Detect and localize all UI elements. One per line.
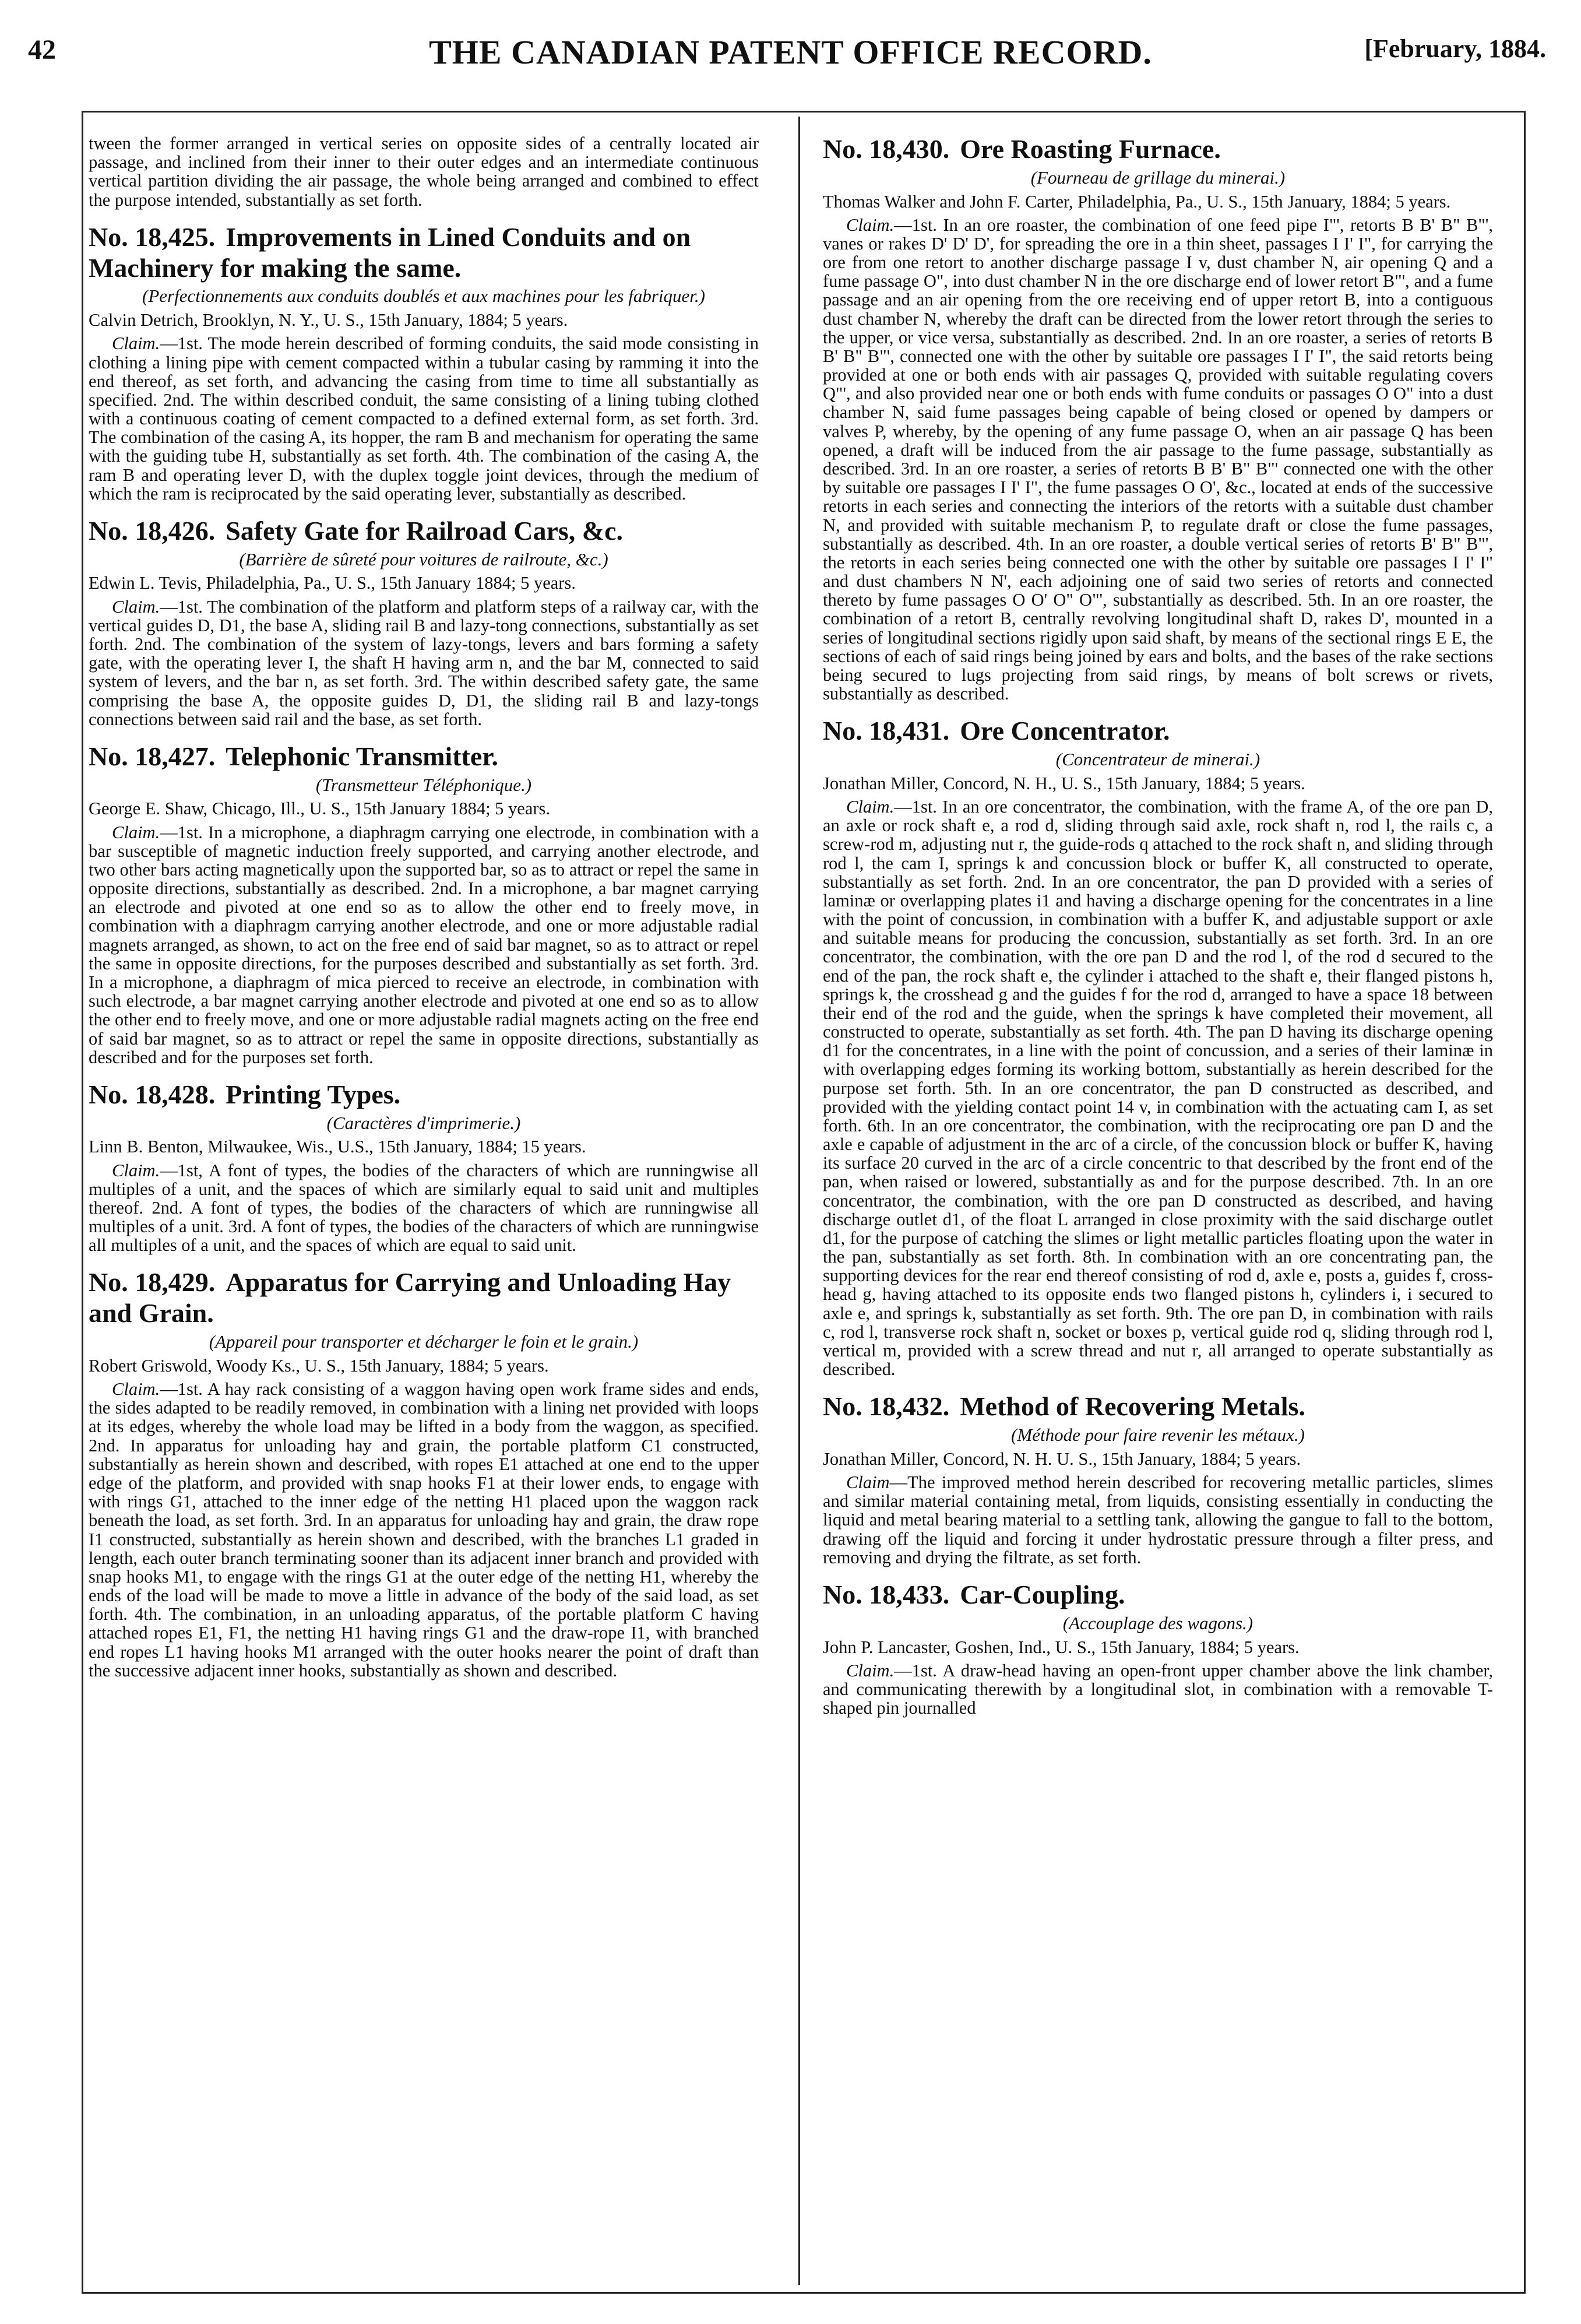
claim-text: —1st. In a microphone, a diaphragm carrying one electrode, in combination with a bar susceptible of magnetic induction freely supported, and carrying another electrode, and two other bars acting magnetically upon the supported bar, so as to attract or repel the same in opposite directions, substantially as described. 2nd. In a microphone, a bar magnet carrying an electrode and pivoted at one end so as to allow the other end to freely move, in combination with a diaphragm carrying another electrode, and one or more adjustable radial magnets arranged, as shown, to act on the free end of said bar magnet, so as to attract or repel the same in opposite directions, for the purposes described and substantially as set forth. 3rd. In a microphone, a diaphragm of mica pierced to receive an electrode, in combination with such electrode, a bar magnet carrying another electrode and pivoted at one end so as to allow the other end to freely move, and one or more adjustable radial magnets acting on the free end of said bar magnet, so as to attract or repel the same in opposite directions, substantially as described and for the purposes set forth. — [89, 822, 759, 1067]
patent-title-text: Method of Recovering Metals. — [960, 1391, 1305, 1422]
patent-title-text: Ore Roasting Furnace. — [960, 134, 1221, 164]
patent-title-text: Improvements in Lined Conduits and on Machinery for making the same. — [89, 221, 691, 283]
claim-text: —The improved method herein described for recovering metallic particles, slimes and similar material containing metal, from liquids, consisting essentially in conducting the liquid and metal bearing material to a settling tank, allowing the gangue to fall to the bottom, drawing off the liquid and forcing it under hydrostatic pressure through a filter press, and removing and drying the filtrate, as set forth. — [823, 1472, 1493, 1567]
patent-claim — [89, 1380, 759, 1680]
patent-title — [823, 1391, 1493, 1422]
patent-title — [823, 716, 1493, 747]
patent-title — [89, 222, 759, 284]
claim-text: —1st. A draw-head having an open-front upper chamber above the link chamber, and communicating therewith by a longitudinal slot, in combination with a removable T-shaped pin journalled — [823, 1660, 1493, 1718]
patent-entry-18426 — [89, 516, 759, 729]
claim-text: —1st. In an ore roaster, the combination of one feed pipe I"', retorts B B' B" B"', vanes or rakes D' D' D', for spreading the ore in a thin sheet, passages I I' I", for carrying the ore from one retort to another discharge passage I v, dust chamber N, air opening Q and a fume passage O", into dust chamber N in the ore discharge end of lower retort B"', and a fume passage and an air opening from the ore receiving end of upper retort B, into a contiguous dust chamber N, whereby the draft can be directed from the lower retort through the series to the upper, or vice versa, substantially as described. 2nd. In an ore roaster, a series of retorts B B' B" B"', connected one with the other by suitable ore passages I I' I", the said retorts being provided at one or both ends with air passages Q, provided with suitable regulating covers Q"', and also provided near one or both ends with fume conduits or passages O O" into a dust chamber N, said fume passages being capable of being closed or opened by dampers or valves P, whereby, by the opening of any fume passage O, when an air passage Q has been opened, a draft will be induced from the air passage to the fume passage, substantially as described. 3rd. In an ore roaster, a series of retorts B B' B" B"' connected one with the other by suitable ore passages I I' I", the fume passages O O', &c., located at ends of the successive retorts in each series and connecting the interiors of the retorts with a suitable dust chamber N, and provided with suitable mechanism P, to regulate draft or close the fume passages, substantially as described. 4th. In an ore roaster, a double vertical series of retorts B' B" B"', the retorts in each series being connected one with the other by suitable ore passages I I' I" and dust chambers N N', each adjoining one of said two series of retorts and connected thereto by fume passages O O' O" O"', substantially as described. 5th. In an ore roaster, the combination of a retort B, centrally revolving longitudinal shaft D, rakes D', mounted in a series of longitudinal sections rigidly upon said shaft, by means of the sectional rings E E, the sections of each of said rings being joined by ears and bolts, and the bases of the rake sections being secured to lugs projecting from said rings, by means of bolt screws or rivets, substantially as described. — [823, 215, 1493, 704]
patent-french-title: (Fourneau de grillage du minerai.) — [1030, 167, 1286, 188]
page-header — [0, 0, 1581, 76]
patent-french-title: (Appareil pour transporter et décharger le foin et le grain.) — [209, 1331, 639, 1352]
patent-number: No. 18,428. — [89, 1079, 216, 1109]
patent-title-text: Apparatus for Carrying and Unloading Hay and Grain. — [89, 1267, 731, 1328]
patent-claim — [823, 1661, 1493, 1718]
patent-inventor: Jonathan Miller, Concord, N. H. U. S., 15th January, 1884; 5 years. — [823, 1448, 1301, 1469]
claim-label: Claim. — [112, 1379, 160, 1400]
claim-text: —1st. The mode herein described of forming conduits, the said mode consisting in clothing a lining pipe with cement compacted within a tubular casing by ramming it into the end thereof, as set forth, and advancing the casing from time to time all substantially as specified. 2nd. The within described conduit, the same consisting of a lining tubing clothed with a continuous coating of cement compacted to a defined external form, as set forth. 3rd. The combination of the casing A, its hopper, the ram B and mechanism for operating the same with the guiding tube H, substantially as set forth. 4th. The combination of the casing A, the ram B and operating lever D, with the duplex toggle joint devices, through the medium of which the ram is reciprocated by the said operating lever, substantially as described. — [89, 333, 759, 504]
left-column — [89, 134, 759, 2279]
patent-claim — [823, 797, 1493, 1379]
patent-number: No. 18,431. — [823, 716, 950, 746]
patent-french-title: (Perfectionnements aux conduits doublés et aux machines pour les fabriquer.) — [142, 286, 705, 307]
claim-label: Claim. — [112, 822, 160, 842]
patent-title-text: Ore Concentrator. — [960, 716, 1170, 746]
issue-date: [February, 1884. — [1364, 34, 1546, 63]
claim-label: Claim. — [846, 1660, 895, 1680]
patent-title — [89, 516, 759, 547]
patent-title — [823, 134, 1493, 165]
patent-inventor: Thomas Walker and John F. Carter, Philadelphia, Pa., U. S., 15th January, 1884; 5 years. — [823, 191, 1451, 212]
patent-title-text: Telephonic Transmitter. — [226, 741, 498, 771]
patent-claim — [823, 1473, 1493, 1567]
page-number: 42 — [28, 34, 56, 65]
patent-inventor: Linn B. Benton, Milwaukee, Wis., U.S., 15th January, 1884; 15 years. — [89, 1137, 586, 1157]
right-column — [823, 134, 1493, 2279]
patent-title — [89, 1080, 759, 1110]
patent-claim — [89, 334, 759, 503]
patent-inventor: Edwin L. Tevis, Philadelphia, Pa., U. S., 15th January 1884; 5 years. — [89, 573, 576, 593]
patent-french-title: (Transmetteur Téléphonique.) — [315, 774, 532, 795]
claim-label: Claim. — [846, 797, 895, 817]
patent-french-title: (Barrière de sûreté pour voitures de railroute, &c.) — [239, 549, 608, 569]
claim-text: —1st. A hay rack consisting of a waggon having open work frame sides and ends, the sides adapted to be readily removed, in combination with a lining net provided with loops at its edges, whereby the whole load may be lifted in a body from the waggon, as specified. 2nd. In apparatus for unloading hay and grain, the portable platform C1 constructed, substantially as herein shown and described, with ropes E1 attached at one end to the upper edge of the platform, and provided with snap hooks F1 at their lower ends, to engage with with rings G1, attached to the inner edge of the netting H1 placed upon the waggon rack beneath the load, as set forth. 3rd. In an apparatus for unloading hay and grain, the draw rope I1 constructed, substantially as herein shown and described, with the branches L1 graded in length, each outer branch terminating sooner than its adjacent inner branch and provided with snap hooks M1, to engage with the rings G1 at the outer edge of the netting H1, whereby the ends of the load will be made to move a little in advance of the body of the said load, as set forth. 4th. The combination, in an unloading apparatus, of the portable platform C having attached ropes E1, F1, the netting H1 having rings G1 and the draw-rope I1, with branched end ropes L1 having hooks M1 arranged with the outer hooks nearer the point of draft than the successive adjacent inner hooks, substantially as shown and described. — [89, 1379, 759, 1680]
patent-title-text: Printing Types. — [226, 1079, 401, 1109]
patent-entry-18428 — [89, 1080, 759, 1255]
claim-label: Claim. — [112, 333, 160, 354]
patent-number: No. 18,429. — [89, 1267, 216, 1298]
patent-inventor: John P. Lancaster, Goshen, Ind., U. S., 15th January, 1884; 5 years. — [823, 1637, 1300, 1657]
patent-claim — [89, 1161, 759, 1255]
patent-entry-18433 — [823, 1580, 1493, 1717]
claim-label: Claim — [846, 1472, 890, 1493]
patent-claim — [823, 216, 1493, 703]
patent-inventor: Robert Griswold, Woody Ks., U. S., 15th January, 1884; 5 years. — [89, 1355, 549, 1376]
claim-label: Claim. — [112, 596, 160, 617]
patent-title — [89, 741, 759, 772]
patent-inventor: Calvin Detrich, Brooklyn, N. Y., U. S., 15th January, 1884; 5 years. — [89, 310, 568, 331]
patent-french-title: (Accouplage des wagons.) — [1062, 1612, 1253, 1633]
patent-title-text: Safety Gate for Railroad Cars, &c. — [226, 515, 624, 546]
patent-entry-18427 — [89, 741, 759, 1067]
patent-number: No. 18,430. — [823, 134, 950, 164]
continuation-text: tween the former arranged in vertical series on opposite sides of a centrally located air passage, and inclined from their inner to their outer edges and an intermediate continuous vertical partition dividing the air passage, the whole being arranged and combined to effect the purpose intended, substantially as set forth. — [89, 134, 759, 210]
patent-entry-18430 — [823, 134, 1493, 703]
patent-entry-18432 — [823, 1391, 1493, 1567]
patent-number: No. 18,427. — [89, 741, 216, 771]
patent-number: No. 18,432. — [823, 1391, 950, 1422]
claim-label: Claim. — [112, 1160, 160, 1180]
patent-number: No. 18,426. — [89, 515, 216, 546]
patent-claim — [89, 823, 759, 1067]
patent-title — [89, 1267, 759, 1329]
claim-text: —1st. The combination of the platform and platform steps of a railway car, with the vertical guides D, D1, the base A, sliding rail B and lazy-tong connections, substantially as set forth. 2nd. The combination of the system of lazy-tongs, levers and bars forming a safety gate, with the operating lever I, the shaft H having arm n, and the bar M, connected to said system of levers, and the bar n, as set forth. 3rd. The within described safety gate, the same comprising the base A, the opposite guides D, D1, the sliding rail B and lazy-tongs connections between said rail and the base, as set forth. — [89, 596, 759, 729]
claim-label: Claim. — [846, 215, 895, 235]
patent-entry-18425 — [89, 222, 759, 503]
patent-claim — [89, 597, 759, 729]
column-divider — [798, 117, 800, 2285]
patent-french-title: (Concentrateur de minerai.) — [1055, 749, 1260, 770]
patent-title — [823, 1580, 1493, 1611]
patent-inventor: George E. Shaw, Chicago, Ill., U. S., 15th January 1884; 5 years. — [89, 799, 551, 819]
patent-french-title: (Méthode pour faire revenir les métaux.) — [1011, 1425, 1305, 1446]
journal-title: THE CANADIAN PATENT OFFICE RECORD. — [429, 33, 1152, 71]
patent-entry-18429 — [89, 1267, 759, 1679]
patent-number: No. 18,425. — [89, 221, 216, 252]
claim-text: —1st, A font of types, the bodies of the characters of which are runningwise all multiples of a unit, and the spaces of which are similarly equal to said unit and multiples thereof. 2nd. A font of types, the bodies of the characters of which are runningwise all multiples of a unit. 3rd. A font of types, the bodies of the characters of which are runningwise all multiples of a unit, and the spaces of which are equal to said unit. — [89, 1160, 759, 1256]
patent-french-title: (Caractères d'imprimerie.) — [326, 1112, 521, 1133]
patent-title-text: Car-Coupling. — [960, 1579, 1125, 1609]
claim-text: —1st. In an ore concentrator, the combination, with the frame A, of the ore pan D, an axle or rock shaft e, a rod d, sliding through said axle, rock shaft n, rod l, the rails c, a screw-rod m, adjusting nut r, the guide-rods q attached to the rock shaft n, and sliding through rod l, the cam I, springs k and concussion block or buffer K, all constructed to operate, substantially as set forth. 2nd. In an ore concentrator, the pan D provided with a series of laminæ or overlapping plates i1 and having a discharge opening for the concentrates in a line with the point of concussion, in combination with a buffer K, and adjustable support or axle and suitable means for producing the concussion, substantially as set forth. 3rd. In an ore concentrator, the combination, with the ore pan D and the rod l, of the rod d secured to the end of the pan, the rock shaft e, the cylinder i attached to the shaft e, their flanged pistons h, springs k, the crosshead g and the guides f for the rod d, arranged to have a space 18 between their end of the rod and the guide, when the springs k have completed their movement, all constructed to operate, substantially as set forth. 4th. The pan D having its discharge opening d1 for the concentrates, in a line with the point of concussion, and a series of their laminæ in with overlapping edges forming its working bottom, substantially as herein described for the purpose set forth. 5th. In an ore concentrator, the pan D constructed as described, and provided with the yielding contact point 14 v, in combination with the actuating cam I, as set forth. 6th. In an ore concentrator, the combination, with the reciprocating ore pan D and the axle e capable of adjustment in the arc of a circle, of the concussion block or buffer K, having its surface 20 curved in the arc of a circle concentric to that described by the front end of the pan, when raised or lowered, substantially as and for the purpose described. 7th. In an ore concentrator, the combination, with the ore pan D constructed as described, and having discharge outlet d1, of the float L arranged in close proximity with the said discharge outlet d1, for the purpose of catching the slimes or light metallic particles floating upon the water in the pan, substantially as set forth. 8th. In combination with an ore concentrating pan, the supporting devices for the rear end thereof consisting of rod d, axle e, posts a, guides f, cross-head g, having attached to its opposite ends two flanged pistons h, cylinders i, i secured to axle e, and springs k, substantially as set forth. 9th. The ore pan D, in combination with rails c, rod l, transverse rock shaft n, socket or boxes p, vertical guide rod q, sliding through rod l, vertical m, provided with a screw thread and nut r, all arranged to operate substantially as described. — [823, 797, 1493, 1380]
patent-entry-18431 — [823, 716, 1493, 1379]
patent-number: No. 18,433. — [823, 1579, 950, 1609]
patent-inventor: Jonathan Miller, Concord, N. H., U. S., 15th January, 1884; 5 years. — [823, 773, 1305, 793]
